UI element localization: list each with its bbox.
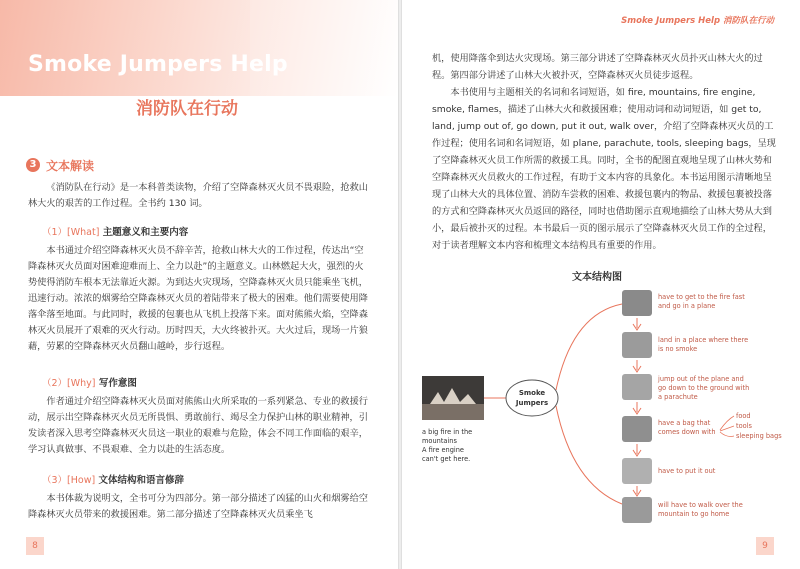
step-photo (622, 458, 652, 484)
bag-item: tools (736, 422, 752, 430)
step-text: will have to walk over the (658, 501, 743, 509)
step-2 (622, 332, 748, 358)
subheading-why (42, 375, 137, 389)
subheading-text: 写作意图 (98, 378, 137, 389)
center-label: Jumpers (515, 399, 549, 407)
running-head: Smoke Jumpers Help 消防队在行动 (621, 16, 774, 26)
bag-item: food (736, 412, 751, 420)
left-page (0, 0, 398, 569)
text-structure-diagram (422, 284, 782, 524)
bag-branch (720, 416, 734, 430)
center-oval (506, 380, 558, 416)
book-title-english: Smoke Jumpers Help (28, 52, 288, 77)
left-caption-line: a big fire in the (422, 428, 473, 436)
subheading-text: 主题意义和主要内容 (102, 227, 189, 238)
subheading-how (42, 472, 184, 486)
intro-paragraph: 《消防队在行动》是一本科普类读物，介绍了空降森林灭火员不畏艰险，抢救山林大火的艰苦的工作过程。全书约 130 词。 (28, 182, 368, 209)
subheading-what (42, 224, 188, 238)
step-6 (622, 497, 743, 523)
paragraph-continued: 机，使用降落伞到达火灾现场。第三部分讲述了空降森林灭火员扑灭山林大火的过程。第四部分讲述了山林大火被扑灭，空降森林灭火员徒步返程。 (432, 53, 763, 81)
section-title: 文本解读 (46, 159, 95, 173)
step-text: go down to the ground with (658, 384, 750, 392)
step-text: is no smoke (658, 345, 698, 353)
paragraph-what: 本书通过介绍空降森林灭火员不辞辛苦，抢救山林大火的工作过程，传达出“空降森林灭火员面对困难迎难而上、全力以赴”的主题意义。山林燃起大火，强烈的火势使得消防车根本无法靠近火源。为到达火灾现场，空降森林灭火员只能乘坐飞机，迅速行动。浓浓的烟雾给空降森林灭火员的着陆带来了极大的困难。他们需要使用降落伞落至地面。与此同时，救援的包裹也从飞机上投落下来。面对熊熊火焰，空降森林灭火员展开了艰难的灭火行动。历时四天，大火终被扑灭。大火过后，现场一片狼藉，劳累的空降森林灭火员翻山越岭，步行返程。 (28, 245, 368, 352)
step-text: have to put it out (658, 467, 716, 475)
curve-arrow-bottom (556, 406, 622, 504)
left-caption-line: mountains (422, 437, 457, 445)
paragraph-why: 作者通过介绍空降森林灭火员面对熊熊山火所采取的一系列紧急、专业的救援行动，展示出空降森林灭火员无所畏惧、勇敢前行、竭尽全力保护山林的职业精神，引发读者深入思考空降森林灭火员这一职业的艰难与危险，体会不同工作面临的艰辛，学习认真做事、不畏艰难、全力以赴的生活态度。 (28, 396, 368, 455)
step-text: a parachute (658, 393, 698, 401)
left-caption-line: can't get here. (422, 455, 471, 463)
subheading-tag: （2）[Why] (42, 378, 96, 389)
step-text: have to get to the fire fast (658, 293, 745, 301)
subheading-tag: （3）[How] (42, 475, 96, 486)
header-band (0, 0, 250, 96)
curve-arrow-top (556, 304, 622, 390)
step-1 (622, 290, 745, 316)
step-photo (622, 416, 652, 442)
center-label: Smoke (518, 389, 546, 397)
diagram-title: 文本结构图 (572, 272, 622, 283)
right-page (402, 0, 800, 569)
step-text: jump out of the plane and (658, 375, 744, 383)
paragraph-language: 本书使用与主题相关的名词和名词短语，如 fire, mountains, fire engine, smoke, flames，描述了山林大火和救援困难；使用动词和动词短语，如 get to, land, jump out of, go down, put it out, walk over，介绍了空降森林灭火员的工作过程；使用名词和名词短语，如 plane, parachute, tools, sleeping bags，呈现了空降森林灭火员工作所需的救援工具。同时，全书的配图直观地呈现了山林火势和空降森林灭火员救火的工作过程，有助于文本内容的具象化。本书运用图示清晰地呈现了山林大火的具体位置、消防车尝救的困难、救援包裹内的物品、救援包裹被投落的方式和空降森林灭火员返回的路径，同时也借助图示直观地描绘了山林大势从大到小，最后被扑灭的过程。本书最后一页的图示展示了空降森林灭火员工作的全过程，对于读者理解文本内容和梳理文本结构具有重要的作用。 (432, 87, 776, 251)
bag-branch (720, 432, 734, 437)
fire-photo-smoke (422, 404, 484, 420)
step-photo (622, 290, 652, 316)
subheading-text: 文体结构和语言修辞 (98, 475, 185, 486)
step-3 (622, 374, 749, 401)
page-number-left: 8 (26, 537, 44, 555)
step-5 (622, 458, 716, 484)
step-text: and go in a plane (658, 302, 716, 310)
page-number-right: 9 (756, 537, 774, 555)
step-text: land in a place where there (658, 336, 749, 344)
step-text: have a bag that (658, 419, 711, 427)
header-band-fade (250, 0, 398, 96)
section-number-badge: 3 (26, 158, 40, 172)
step-text: comes down with (658, 428, 716, 436)
step-text: mountain to go home (658, 510, 730, 518)
step-photo (622, 374, 652, 400)
step-4 (622, 412, 782, 442)
step-photo (622, 497, 652, 523)
step-photo (622, 332, 652, 358)
bag-item: sleeping bags (736, 432, 782, 440)
subheading-tag: （1）[What] (42, 227, 100, 238)
left-caption-line: A fire engine (422, 446, 464, 454)
paragraph-how: 本书体裁为说明文，全书可分为四部分。第一部分描述了凶猛的山火和烟雾给空降森林灭火员带来的救援困难。第二部分描述了空降森林灭火员乘坐飞 (28, 493, 368, 520)
book-title-chinese: 消防队在行动 (136, 99, 238, 119)
